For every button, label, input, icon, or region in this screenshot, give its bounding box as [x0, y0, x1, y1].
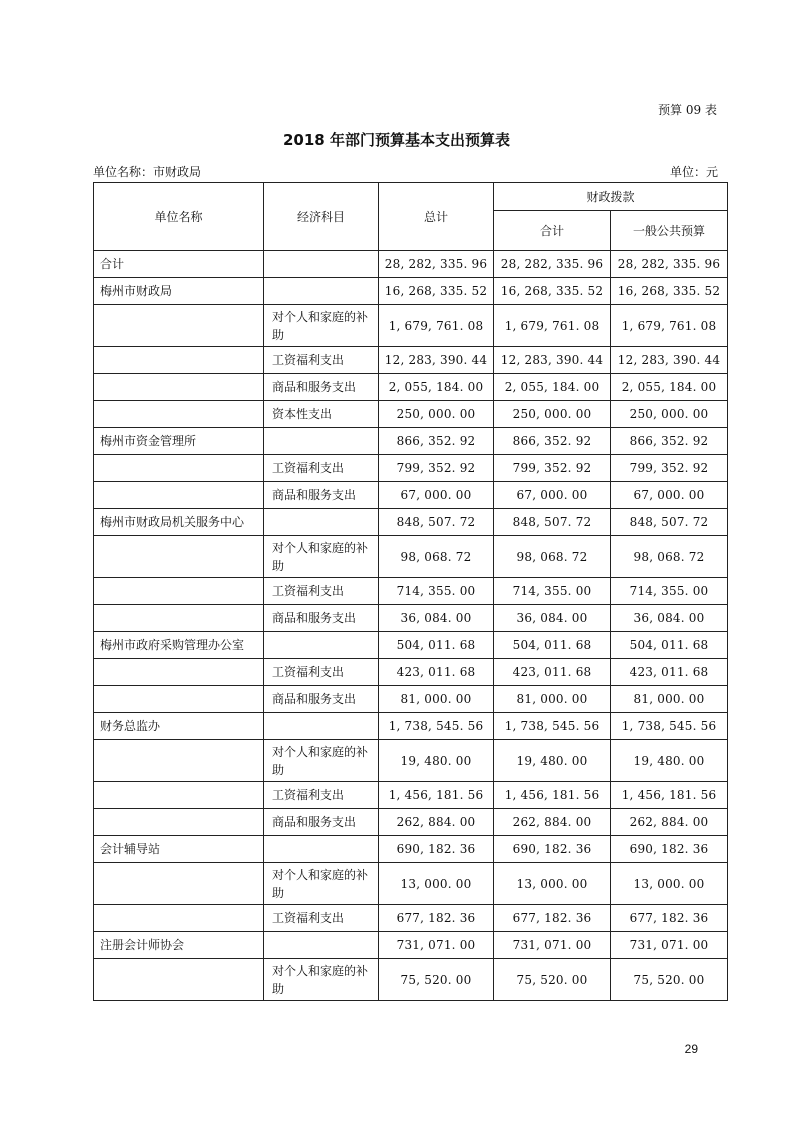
- budget-table: [93, 182, 728, 1001]
- total-cell: 36, 084. 00: [379, 605, 494, 632]
- economic-item-cell: 工资福利支出: [264, 578, 379, 605]
- unit-name-cell: [94, 863, 264, 905]
- unit-name-cell: [94, 455, 264, 482]
- total-cell: 848, 507. 72: [379, 509, 494, 536]
- table-row: [94, 401, 728, 428]
- table-body: [94, 251, 728, 1001]
- subtotal-cell: 81, 000. 00: [494, 686, 611, 713]
- total-cell: 1, 456, 181. 56: [379, 782, 494, 809]
- economic-item-cell: [264, 251, 379, 278]
- total-cell: 28, 282, 335. 96: [379, 251, 494, 278]
- table-row: [94, 632, 728, 659]
- total-cell: 866, 352. 92: [379, 428, 494, 455]
- general-budget-cell: 423, 011. 68: [611, 659, 728, 686]
- unit-name-cell: 合计: [94, 251, 264, 278]
- unit-name-label: 单位名称：市财政局: [93, 165, 202, 179]
- general-budget-cell: 28, 282, 335. 96: [611, 251, 728, 278]
- table-row: [94, 959, 728, 1001]
- unit-name-cell: [94, 482, 264, 509]
- economic-item-cell: 对个人和家庭的补助: [264, 959, 379, 1001]
- table-row: [94, 686, 728, 713]
- economic-item-cell: 商品和服务支出: [264, 605, 379, 632]
- total-cell: 677, 182. 36: [379, 905, 494, 932]
- general-budget-cell: 75, 520. 00: [611, 959, 728, 1001]
- general-budget-cell: 848, 507. 72: [611, 509, 728, 536]
- subtotal-cell: 250, 000. 00: [494, 401, 611, 428]
- total-cell: 19, 480. 00: [379, 740, 494, 782]
- unit-name-cell: [94, 401, 264, 428]
- subtotal-cell: 714, 355. 00: [494, 578, 611, 605]
- economic-item-cell: 资本性支出: [264, 401, 379, 428]
- unit-name-cell: 梅州市政府采购管理办公室: [94, 632, 264, 659]
- unit-name-cell: [94, 659, 264, 686]
- general-budget-cell: 1, 738, 545. 56: [611, 713, 728, 740]
- general-budget-cell: 677, 182. 36: [611, 905, 728, 932]
- unit-name-cell: [94, 959, 264, 1001]
- table-row: [94, 278, 728, 305]
- subtotal-cell: 67, 000. 00: [494, 482, 611, 509]
- subtotal-cell: 2, 055, 184. 00: [494, 374, 611, 401]
- subtotal-cell: 13, 000. 00: [494, 863, 611, 905]
- economic-item-cell: [264, 932, 379, 959]
- total-cell: 2, 055, 184. 00: [379, 374, 494, 401]
- general-budget-cell: 67, 000. 00: [611, 482, 728, 509]
- unit-name-cell: [94, 605, 264, 632]
- table-row: [94, 509, 728, 536]
- table-row: [94, 578, 728, 605]
- subtotal-cell: 262, 884. 00: [494, 809, 611, 836]
- subtotal-cell: 677, 182. 36: [494, 905, 611, 932]
- unit-name-cell: [94, 347, 264, 374]
- table-row: [94, 305, 728, 347]
- economic-item-cell: [264, 836, 379, 863]
- page-title: 2018 年部门预算基本支出预算表: [283, 131, 510, 149]
- unit-name-cell: [94, 374, 264, 401]
- general-budget-cell: 2, 055, 184. 00: [611, 374, 728, 401]
- economic-item-cell: [264, 713, 379, 740]
- currency-unit-label: 单位：元: [669, 165, 718, 179]
- economic-item-cell: [264, 278, 379, 305]
- subtotal-cell: 28, 282, 335. 96: [494, 251, 611, 278]
- total-cell: 250, 000. 00: [379, 401, 494, 428]
- unit-name-cell: 梅州市财政局机关服务中心: [94, 509, 264, 536]
- table-row: [94, 659, 728, 686]
- general-budget-cell: 12, 283, 390. 44: [611, 347, 728, 374]
- subtotal-cell: 98, 068. 72: [494, 536, 611, 578]
- general-budget-cell: 690, 182. 36: [611, 836, 728, 863]
- economic-item-cell: 商品和服务支出: [264, 809, 379, 836]
- table-row: [94, 428, 728, 455]
- page-number: 29: [684, 1042, 698, 1056]
- general-budget-cell: 36, 084. 00: [611, 605, 728, 632]
- header-economic-item: 经济科目: [264, 183, 379, 251]
- total-cell: 504, 011. 68: [379, 632, 494, 659]
- unit-name-cell: [94, 578, 264, 605]
- header-general-public-budget: 一般公共预算: [611, 211, 728, 251]
- unit-name-cell: 会计辅导站: [94, 836, 264, 863]
- economic-item-cell: [264, 509, 379, 536]
- table-row: [94, 347, 728, 374]
- table-row: [94, 374, 728, 401]
- unit-name-cell: [94, 905, 264, 932]
- total-cell: 423, 011. 68: [379, 659, 494, 686]
- economic-item-cell: 工资福利支出: [264, 905, 379, 932]
- general-budget-cell: 799, 352. 92: [611, 455, 728, 482]
- total-cell: 690, 182. 36: [379, 836, 494, 863]
- general-budget-cell: 866, 352. 92: [611, 428, 728, 455]
- table-row: [94, 713, 728, 740]
- general-budget-cell: 250, 000. 00: [611, 401, 728, 428]
- unit-name-cell: [94, 740, 264, 782]
- total-cell: 714, 355. 00: [379, 578, 494, 605]
- economic-item-cell: 工资福利支出: [264, 347, 379, 374]
- general-budget-cell: 1, 679, 761. 08: [611, 305, 728, 347]
- table-row: [94, 809, 728, 836]
- total-cell: 731, 071. 00: [379, 932, 494, 959]
- general-budget-cell: 98, 068. 72: [611, 536, 728, 578]
- table-row: [94, 740, 728, 782]
- subtotal-cell: 12, 283, 390. 44: [494, 347, 611, 374]
- economic-item-cell: 商品和服务支出: [264, 686, 379, 713]
- table-row: [94, 836, 728, 863]
- economic-item-cell: 工资福利支出: [264, 455, 379, 482]
- form-number: 预算 09 表: [658, 103, 717, 117]
- economic-item-cell: 对个人和家庭的补助: [264, 740, 379, 782]
- subtotal-cell: 16, 268, 335. 52: [494, 278, 611, 305]
- unit-name-cell: [94, 305, 264, 347]
- general-budget-cell: 13, 000. 00: [611, 863, 728, 905]
- table-row: [94, 905, 728, 932]
- subtotal-cell: 36, 084. 00: [494, 605, 611, 632]
- subtotal-cell: 19, 480. 00: [494, 740, 611, 782]
- table-row: [94, 932, 728, 959]
- unit-name-cell: 财务总监办: [94, 713, 264, 740]
- total-cell: 1, 679, 761. 08: [379, 305, 494, 347]
- general-budget-cell: 19, 480. 00: [611, 740, 728, 782]
- total-cell: 98, 068. 72: [379, 536, 494, 578]
- subtotal-cell: 75, 520. 00: [494, 959, 611, 1001]
- total-cell: 262, 884. 00: [379, 809, 494, 836]
- general-budget-cell: 16, 268, 335. 52: [611, 278, 728, 305]
- total-cell: 75, 520. 00: [379, 959, 494, 1001]
- subtotal-cell: 504, 011. 68: [494, 632, 611, 659]
- general-budget-cell: 504, 011. 68: [611, 632, 728, 659]
- unit-name-cell: 注册会计师协会: [94, 932, 264, 959]
- subtotal-cell: 423, 011. 68: [494, 659, 611, 686]
- header-total: 总计: [379, 183, 494, 251]
- subtotal-cell: 690, 182. 36: [494, 836, 611, 863]
- economic-item-cell: [264, 428, 379, 455]
- total-cell: 12, 283, 390. 44: [379, 347, 494, 374]
- general-budget-cell: 731, 071. 00: [611, 932, 728, 959]
- total-cell: 16, 268, 335. 52: [379, 278, 494, 305]
- unit-name-cell: 梅州市资金管理所: [94, 428, 264, 455]
- header-unit-name: 单位名称: [94, 183, 264, 251]
- subtotal-cell: 1, 679, 761. 08: [494, 305, 611, 347]
- total-cell: 799, 352. 92: [379, 455, 494, 482]
- unit-name-cell: [94, 686, 264, 713]
- general-budget-cell: 262, 884. 00: [611, 809, 728, 836]
- subtotal-cell: 866, 352. 92: [494, 428, 611, 455]
- total-cell: 81, 000. 00: [379, 686, 494, 713]
- subtotal-cell: 1, 456, 181. 56: [494, 782, 611, 809]
- unit-name-cell: [94, 809, 264, 836]
- general-budget-cell: 81, 000. 00: [611, 686, 728, 713]
- table-row: [94, 482, 728, 509]
- subtotal-cell: 731, 071. 00: [494, 932, 611, 959]
- table-row: [94, 863, 728, 905]
- table-row: [94, 455, 728, 482]
- economic-item-cell: [264, 632, 379, 659]
- table-row: [94, 605, 728, 632]
- table-row: [94, 782, 728, 809]
- general-budget-cell: 1, 456, 181. 56: [611, 782, 728, 809]
- economic-item-cell: 对个人和家庭的补助: [264, 863, 379, 905]
- total-cell: 1, 738, 545. 56: [379, 713, 494, 740]
- table-row: [94, 536, 728, 578]
- subtotal-cell: 848, 507. 72: [494, 509, 611, 536]
- header-subtotal: 合计: [494, 211, 611, 251]
- total-cell: 67, 000. 00: [379, 482, 494, 509]
- total-cell: 13, 000. 00: [379, 863, 494, 905]
- general-budget-cell: 714, 355. 00: [611, 578, 728, 605]
- subtotal-cell: 799, 352. 92: [494, 455, 611, 482]
- unit-name-cell: [94, 782, 264, 809]
- economic-item-cell: 对个人和家庭的补助: [264, 305, 379, 347]
- table-row: [94, 251, 728, 278]
- economic-item-cell: 商品和服务支出: [264, 374, 379, 401]
- economic-item-cell: 对个人和家庭的补助: [264, 536, 379, 578]
- economic-item-cell: 工资福利支出: [264, 782, 379, 809]
- unit-name-cell: [94, 536, 264, 578]
- unit-name-cell: 梅州市财政局: [94, 278, 264, 305]
- economic-item-cell: 商品和服务支出: [264, 482, 379, 509]
- economic-item-cell: 工资福利支出: [264, 659, 379, 686]
- header-fiscal-allocation: 财政拨款: [494, 183, 728, 211]
- subtotal-cell: 1, 738, 545. 56: [494, 713, 611, 740]
